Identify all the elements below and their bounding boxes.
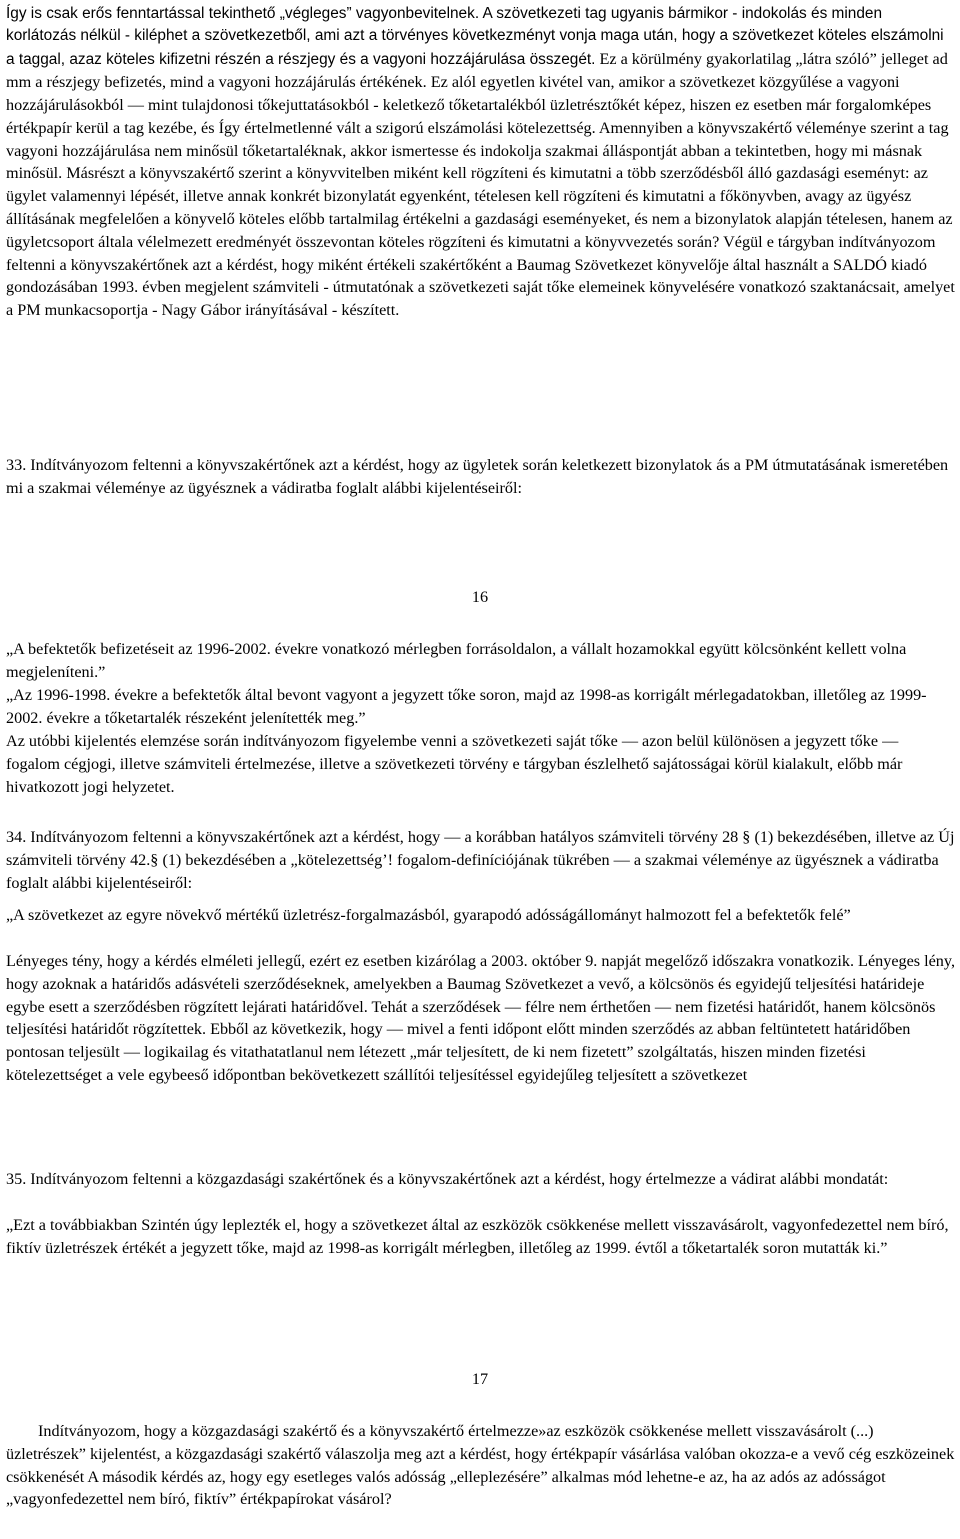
page-number-17: 17 — [471, 1370, 489, 1388]
intro-paragraph — [6, 3, 956, 322]
question-34: 34. Indítványozom feltenni a könyvszakértőnek azt a kérdést, hogy — a korábban hatályos számviteli törvény 28 § (1) bekezdésében, illetve az Új számviteli törvény 42.§ (1) bekezdésében a „kötelezettség’! fogalom-definíciójának tükrében — a szakmai véleménye az ügyésznek a vádiratba foglalt alábbi kijelentéseiről: — [6, 828, 955, 892]
quote-1996-2002: „A befektetők befizetéseit az 1996-2002. évekre vonatkozó mérlegben forrásoldalon, a vállalt hozamokkal együtt kölcsönként kellett volna megjeleníteni.” — [6, 640, 907, 681]
intro-sans-text: Így is csak erős fenntartással tekinthető „végleges” vagyonbevitelnek. A szövetkezeti tag ugyanis bármikor - indokolás és minden korlátozás nélkül - kiléphet a szövetkezetből, ami azt a törvényes következményt vonja maga után, hogy a szövetkezet köteles elszámolni a taggal, azaz köteles kifizetni részén a részjegy és a vagyoni hozzájárulása összegét. — [6, 5, 944, 68]
final-paragraph: Indítványozom, hogy a közgazdasági szakértő és a könyvszakértő értelmezze»az eszközök csökkenése mellett visszavásárolt (...) üzletrészek” kijelentést, a közgazdasági szakértő válaszolja meg azt a kérdést, hogy értékpapír vásárlása valóban okozza-e a vevő cég eszközeinek csökkenését A második kérdés az, hogy egy esetleges valós adósság „elleplezésére” alkalmas mód lehetne-e az, ha az adós az adósságot „vagyonfedezettel nem bíró, fiktív” értékpapírokat vásárol? — [6, 1422, 955, 1509]
question-33: 33. Indítványozom feltenni a könyvszakértőnek azt a kérdést, hogy az ügyletek során keletkezett bizonylatok ás a PM útmutatásának ismeretében mi a szakmai véleménye az ügyésznek a vádiratba foglalt alábbi kijelentéseiről: — [6, 456, 949, 497]
quote-hidden: „Ezt a továbbiakban Szintén úgy leplezték el, hogy a szövetkezet által az eszközök csökkenése mellett visszavásárolt, vagyonfedezettel nem bíró, fiktív üzletrészek értékét a jegyzett tőke, majd az 1998-as korrigált mérlegben, illetőleg az 1999. évtől a tőketartalék soron mutatták ki.” — [6, 1216, 949, 1257]
quote-growing-debt: „A szövetkezet az egyre növekvő mértékű üzletrész-forgalmazásból, gyarapodó adósságállományt halmozott fel a befektetők felé” — [6, 906, 851, 924]
analysis-paragraph: Az utóbbi kijelentés elemzése során indítványozom figyelembe venni a szövetkezeti saját tőke — azon belül különösen a jegyzett tőke — fogalom cégjogi, illetve számviteli értelmezése, illetve a szövetkezeti törvény e tárgyban észlelhető sajátosságai körül kialakult, előbb már hivatkozott jogi helyzetet. — [6, 732, 903, 796]
question-35: 35. Indítványozom feltenni a közgazdasági szakértőnek és a könyvszakértőnek azt a kérdést, hogy értelmezze a vádirat alábbi mondatát: — [6, 1170, 889, 1188]
quote-1996-1998: „Az 1996-1998. évekre a befektetők által bevont vagyont a jegyzett tőke soron, majd az 1998-as korrigált mérlegadatokban, illetőleg az 1999-2002. évekre a tőketartalék részeként jelenítették meg.” — [6, 686, 927, 727]
facts-paragraph: Lényeges tény, hogy a kérdés elméleti jellegű, ezért ez esetben kizárólag a 2003. október 9. napját megelőző időszakra vonatkozik. Lényeges lény, hogy azoknak a határidős adásvételi szerződéseknek, amelyekben a Baumag Szövetkezet a vevő, a kölcsönös és egyidejű teljesítési határideje egybe esett a szerződésben rögzített lejárati határidővel. Tehát a szerződések — félre nem érthetően — nem fizetési határidőt, hanem kölcsönös teljesítési határidőt rögzítettek. Ebből az következik, hogy — mivel a fenti időpont előtt minden szerződés az abban feltüntetett határidőben pontosan teljesült — logikailag és vitathatatlanul nem létezett „már teljesített, de ki nem fizetett” szolgáltatás, hiszen minden fizetési kötelezettséget a vele egybeeső időpontban bekövetkezett szállítói teljesítéssel egyidejűleg teljesített a szövetkezet — [6, 952, 955, 1084]
page-number-16: 16 — [471, 588, 489, 606]
intro-serif-text: Ez a körülmény gyakorlatilag „látra szóló” jelleget ad mm a részjegy befizetés, mind a vagyoni hozzájárulás értékének. Ez alól egyetlen kivétel van, amikor a szövetkezet közgyűlése a vagyoni hozzájárulásokból — mint tulajdonosi tőkejuttatásokból - keletkező tőketartalékból üzletrésztőkét képez, hiszen ez esetben már forgalomképes értékpapír kerül a tag kezébe, és Így értelmetlenné vált a szigorú elszámolási kötelezettség. Amennyiben a könyvszakértő véleménye szerint a tag vagyoni hozzájárulása nem minősül tőketartaléknak, akkor ismertesse és indokolja szakmai álláspontját abban a tekintetben, hogy mi másnak minősül. Másrészt a könyvszakértő szerint a könyvvitelben miként kell rögzíteni és kimutatni a több szerződésből álló gazdasági eseményt: az ügylet valamennyi lépését, illetve annak konkrét bizonylatát egyenként, tételesen kell rögzíteni és kimutatni a főkönyvben, avagy az ügyész állításának megfelelően a könyvelő köteles előbb tartalmilag értékelni a gazdasági eseményeket, és nem a bizonylatok alapján tételesen, hanem az ügyletcsoport általa vélelmezett eredményét összevontan köteles rögzíteni és kimutatni a könyvvezetés során? Végül e tárgyban indítványozom feltenni a könyvszakértőnek azt a kérdést, hogy miként értékeli szakértőként a Baumag Szövetkezet könyvelője által használt a SALDÓ kiadó gondozásában 1993. évben megjelent számviteli - útmutatónak a szövetkezeti saját tőke elemeinek könyvelésére vonatkozó szaktanácsait, amelyet a PM munkacsoportja - Nagy Gábor irányításával - készített. — [6, 49, 955, 320]
